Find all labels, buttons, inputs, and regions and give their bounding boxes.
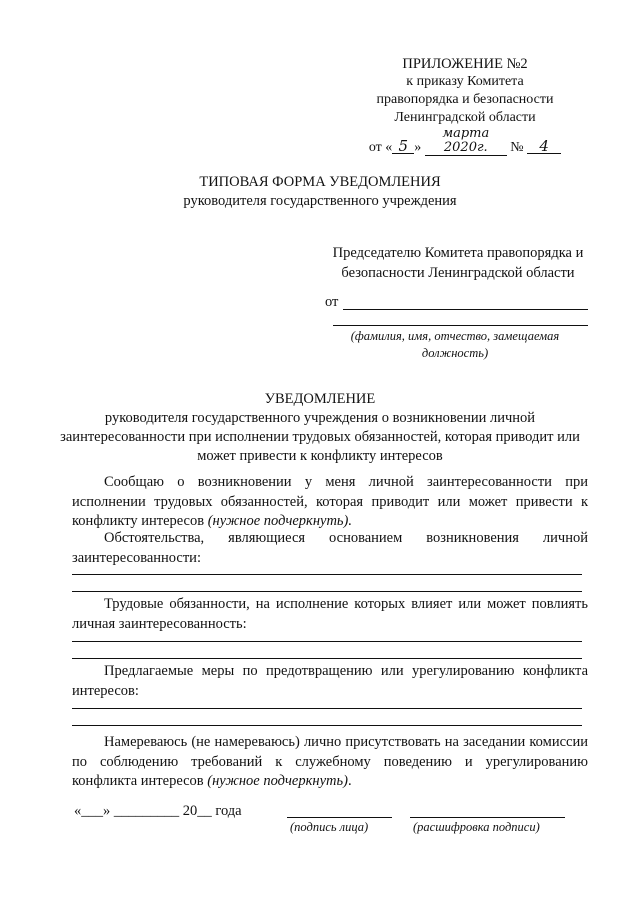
addressee-block [318,243,598,283]
paragraph-conflict [72,473,588,532]
paragraph-attendance-note: (нужное подчеркнуть) [207,773,348,789]
position-field[interactable] [333,325,588,326]
addressee-field-note: (фамилия, имя, отчество, замещаемая должность) [350,329,560,360]
date-mid: » [414,140,422,155]
from-name-field[interactable] [343,309,588,310]
form-title [0,173,640,211]
date-prefix: от « [368,140,393,155]
appendix-title: ПРИЛОЖЕНИЕ №2 [402,56,528,72]
handwritten-day: 5 [392,139,414,154]
notice-subtitle: руководителя государственного учреждения о возникновении личной заинтересованности при исполнении трудовых обязанностей, которая приводит или может привести к конфликту интересов [60,410,580,464]
paragraph-attendance-text: Намереваюсь (не намереваюсь) лично присутствовать на заседании комиссии по соблюдению требований к служебному поведению и урегулированию конфликта интересов [72,734,588,789]
measures-field-1[interactable] [72,708,582,709]
number-prefix: № [510,140,524,155]
paragraph-attendance [72,733,588,792]
circumstances-field-1[interactable] [72,574,582,575]
paragraph-attendance-end: . [347,773,352,789]
appendix-line-3: Ленинградской области [394,110,536,125]
paragraph-conflict-note: (нужное подчеркнуть). [207,513,352,529]
duties-field-1[interactable] [72,641,582,642]
form-title-line-2: руководителя государственного учреждения [183,193,457,209]
from-label: от [325,294,339,310]
measures-field-2[interactable] [72,725,582,726]
appendix-header [350,55,580,157]
appendix-line-2: правопорядка и безопасности [376,92,554,107]
signature-field[interactable] [287,817,392,818]
appendix-line-1: к приказу Комитета [406,74,524,89]
signature-decoding-label: (расшифровка подписи) [413,820,540,834]
notice-heading [0,390,640,466]
duties-field-2[interactable] [72,658,582,659]
addressee-line-2: безопасности Ленинградской области [341,265,575,281]
signature-label: (подпись лица) [290,820,369,834]
handwritten-month-year: марта 2020г. [425,127,507,156]
date-field[interactable]: «___» _________ 20__ года [74,803,242,819]
form-title-line-1: ТИПОВАЯ ФОРМА УВЕДОМЛЕНИЯ [199,174,441,190]
addressee-line-1: Председателю Комитета правопорядка и [332,245,584,261]
paragraph-circumstances: Обстоятельства, являющиеся основанием возникновения личной заинтересованности: [72,530,588,566]
appendix-date-line [350,127,580,157]
paragraph-measures: Предлагаемые меры по предотвращению или урегулированию конфликта интересов: [72,663,588,699]
signature-decoding-field[interactable] [410,817,565,818]
paragraph-duties: Трудовые обязанности, на исполнение которых влияет или может повлиять личная заинтересованность: [72,596,588,632]
paragraph-conflict-text: Сообщаю о возникновении у меня личной заинтересованности при исполнении трудовых обязанностей, которая приводит или может привести к конфликту интересов [72,474,588,529]
handwritten-number: 4 [527,139,561,154]
notice-title: УВЕДОМЛЕНИЕ [264,391,376,407]
circumstances-field-2[interactable] [72,591,582,592]
